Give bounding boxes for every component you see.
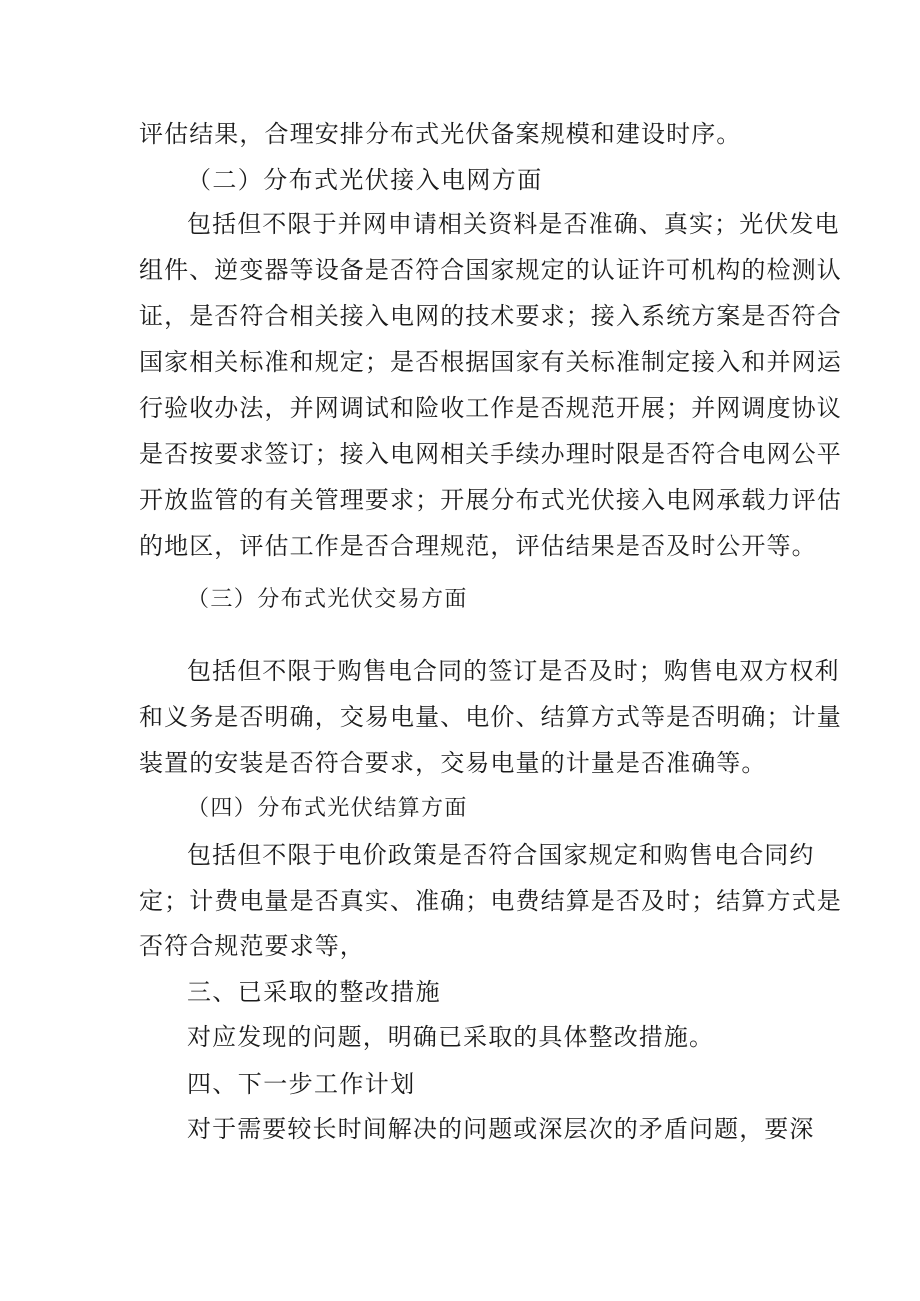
section-heading-three: 三、已采取的整改措施 (187, 978, 441, 1006)
paragraph-line: 组件、逆变器等设备是否符合国家规定的认证许可机构的检测认 (139, 256, 842, 284)
paragraph-line: 包括但不限于购售电合同的签订是否及时；购售电双方权利 (187, 657, 840, 685)
section-heading-4: （四）分布式光伏结算方面 (187, 796, 468, 821)
paragraph-line: 对应发现的问题，明确已采取的具体整改措施。 (187, 1023, 715, 1051)
paragraph-line: 是否按要求签订；接入电网相关手续办理时限是否符合电网公平 (139, 440, 842, 468)
section-heading-four: 四、下一步工作计划 (187, 1070, 416, 1098)
paragraph-line: 的地区，评估工作是否合理规范，评估结果是否及时公开等。 (139, 532, 817, 560)
paragraph-line: 证，是否符合相关接入电网的技术要求；接入系统方案是否符合 (139, 302, 842, 330)
paragraph-line: 和义务是否明确，交易电量、电价、结算方式等是否明确；计量 (139, 703, 842, 731)
section-heading-2: （二）分布式光伏接入电网方面 (187, 166, 543, 194)
paragraph-line: 国家相关标准和规定；是否根据国家有关标准制定接入和并网运 (139, 348, 842, 376)
paragraph-line: 定；计费电量是否真实、准确；电费结算是否及时；结算方式是 (139, 887, 842, 915)
paragraph-line: 行验收办法，并网调试和险收工作是否规范开展；并网调度协议 (139, 394, 842, 422)
paragraph-line: 评估结果，合理安排分布式光伏备案规模和建设时序。 (139, 120, 742, 148)
paragraph-line: 开放监管的有关管理要求；开展分布式光伏接入电网承载力评估 (139, 486, 842, 514)
section-heading-3: （三）分布式光伏交易方面 (187, 587, 468, 612)
paragraph-line: 装置的安装是否符合要求，交易电量的计量是否准确等。 (139, 749, 767, 777)
paragraph-line: 对于需要较长时间解决的问题或深层次的矛盾问题，要深 (187, 1115, 815, 1143)
paragraph-line: 否符合规范要求等， (139, 932, 365, 960)
paragraph-line: 包括但不限于电价政策是否符合国家规定和购售电合同约 (187, 841, 815, 869)
paragraph-line: 包括但不限于并网申请相关资料是否准确、真实；光伏发电 (187, 210, 840, 238)
